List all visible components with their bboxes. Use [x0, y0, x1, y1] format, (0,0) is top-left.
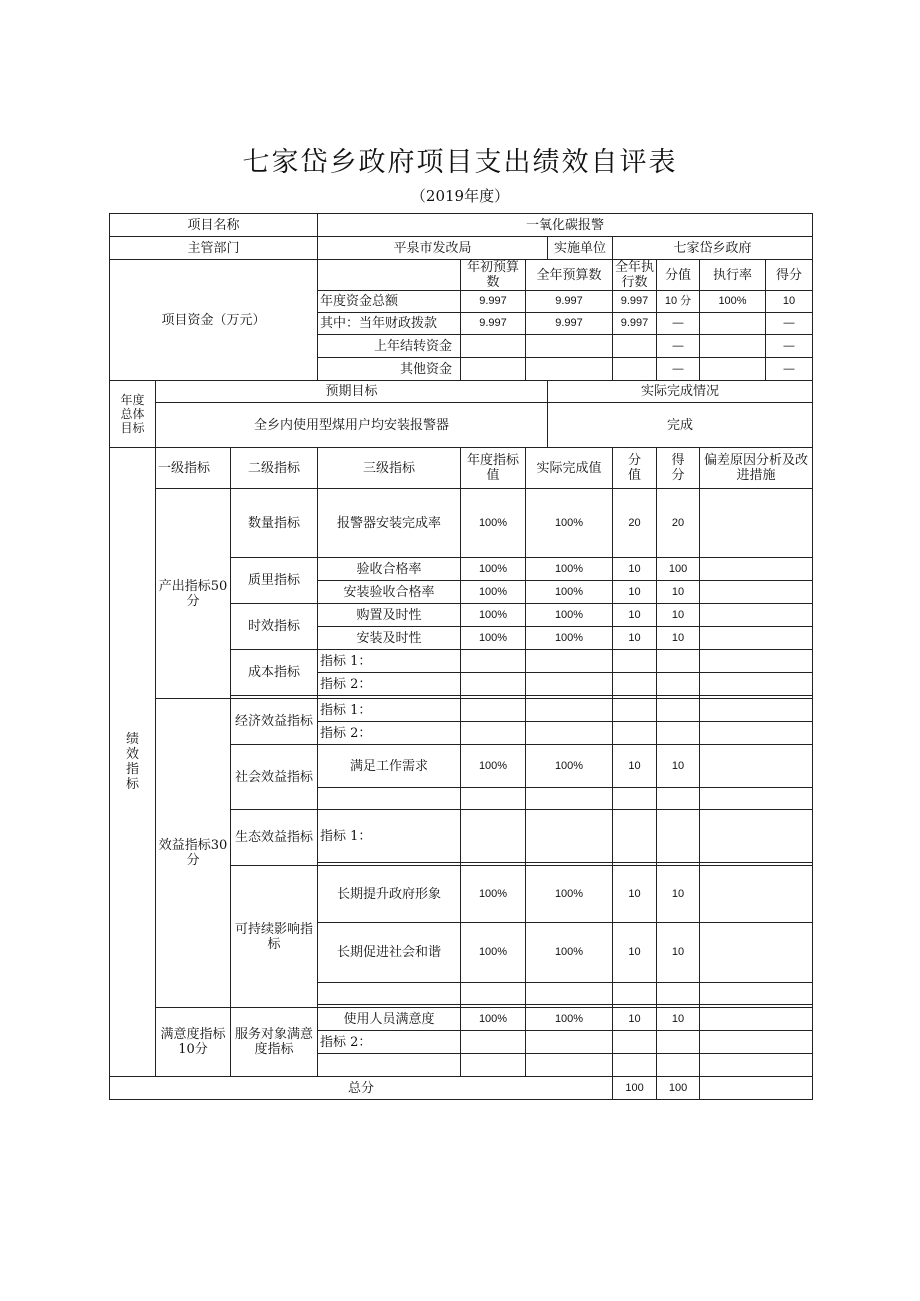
indicator-deviation [700, 923, 813, 983]
fiscal-exec: 9.997 [613, 313, 657, 335]
indicator-actual: 100% [526, 923, 613, 983]
sustainable-impact-indicator: 可持续影响指标 [231, 866, 318, 1008]
indicator-actual: 100% [526, 581, 613, 604]
indicator-value: 10 [613, 745, 657, 788]
page-subtitle: （2019年度） [410, 187, 510, 205]
header-score-value: 分值 [657, 260, 700, 291]
indicator-name: 安装及时性 [318, 627, 461, 650]
ecological-benefit-indicator: 生态效益指标 [231, 810, 318, 866]
service-satisfaction-indicator: 服务对象满意度指标 [231, 1008, 318, 1077]
header-exec-rate: 执行率 [700, 260, 766, 291]
indicator-target: 100% [461, 866, 526, 923]
indicator-target: 100% [461, 581, 526, 604]
economic-indicator-1: 指标 1： [318, 699, 461, 722]
benefit-indicators-label: 效益指标30分 [156, 699, 231, 1008]
indicator-deviation [700, 581, 813, 604]
fiscal-begin: 9.997 [461, 313, 526, 335]
performance-label: 绩效指标 [110, 448, 156, 1077]
header-score: 得分 [766, 260, 813, 291]
expected-goal-text: 全乡内使用型煤用户均安装报警器 [156, 403, 548, 448]
indicator-score: 10 [657, 604, 700, 627]
indicator-target: 100% [461, 558, 526, 581]
indicator-actual: 100% [526, 627, 613, 650]
header-score-2: 得分 [657, 448, 700, 489]
satisfaction-indicators-label: 满意度指标10分 [156, 1008, 231, 1077]
header-full-exec: 全年执行数 [613, 260, 657, 291]
implementer-value: 七家岱乡政府 [613, 237, 813, 260]
indicator-target: 100% [461, 627, 526, 650]
ecological-indicator-1: 指标 1： [318, 810, 461, 863]
indicator-score: 10 [657, 1008, 700, 1031]
other-full [526, 358, 613, 381]
indicator-value: 20 [613, 489, 657, 558]
indicator-actual: 100% [526, 558, 613, 581]
indicator-name: 安装验收合格率 [318, 581, 461, 604]
header-level1: 一级指标 [156, 448, 231, 489]
department-value: 平泉市发改局 [318, 237, 548, 260]
carryover-rate [700, 335, 766, 358]
header-score-value-2: 分值 [613, 448, 657, 489]
header-begin-budget: 年初预算数 [461, 260, 526, 291]
header-level3: 三级指标 [318, 448, 461, 489]
fiscal-full: 9.997 [526, 313, 613, 335]
quality-indicator: 质里指标 [231, 558, 318, 604]
overall-goal-label: 年度总体目标 [110, 381, 156, 448]
indicator-value: 10 [613, 604, 657, 627]
fiscal-label: 其中：当年财政拨款 [318, 313, 461, 335]
indicator-name: 报警器安装完成率 [318, 489, 461, 558]
indicator-actual: 100% [526, 489, 613, 558]
total-value: 100 [613, 1077, 657, 1100]
carryover-begin [461, 335, 526, 358]
indicator-score: 10 [657, 581, 700, 604]
other-score: — [766, 358, 813, 381]
indicator-deviation [700, 627, 813, 650]
actual-result-label: 实际完成情况 [548, 381, 813, 403]
indicator-score: 10 [657, 866, 700, 923]
indicator-value: 10 [613, 866, 657, 923]
economic-indicator-2: 指标 2： [318, 722, 461, 745]
funds-blank-header [318, 260, 461, 291]
other-funds-label: 其他资金 [318, 358, 461, 381]
cost-indicator-2: 指标 2： [318, 673, 461, 696]
indicator-score: 10 [657, 923, 700, 983]
indicator-score: 10 [657, 745, 700, 788]
indicator-deviation [700, 866, 813, 923]
indicator-value: 10 [613, 1008, 657, 1031]
indicator-target: 100% [461, 923, 526, 983]
department-label: 主管部门 [110, 237, 318, 260]
annual-exec: 9.997 [613, 291, 657, 313]
indicator-target: 100% [461, 489, 526, 558]
cost-indicator-1: 指标 1： [318, 650, 461, 673]
indicator-actual: 100% [526, 1008, 613, 1031]
total-deviation [700, 1077, 813, 1100]
satisfaction-indicator-2: 指标 2： [318, 1031, 461, 1054]
other-rate [700, 358, 766, 381]
indicator-score: 10 [657, 627, 700, 650]
indicator-target: 100% [461, 604, 526, 627]
project-name-label: 项目名称 [110, 214, 318, 237]
indicator-score: 20 [657, 489, 700, 558]
indicator-name: 购置及时性 [318, 604, 461, 627]
carryover-exec [613, 335, 657, 358]
implementer-label: 实施单位 [548, 237, 613, 260]
indicator-deviation [700, 489, 813, 558]
header-level2: 二级指标 [231, 448, 318, 489]
indicator-deviation [700, 1008, 813, 1031]
other-exec [613, 358, 657, 381]
indicator-value: 10 [613, 627, 657, 650]
indicator-deviation [700, 604, 813, 627]
page-title: 七家岱乡政府项目支出绩效自评表 [242, 147, 678, 178]
annual-score-value: 10 分 [657, 291, 700, 313]
header-annual-target: 年度指标值 [461, 448, 526, 489]
indicator-actual: 100% [526, 866, 613, 923]
header-actual-value: 实际完成值 [526, 448, 613, 489]
annual-rate: 100% [700, 291, 766, 313]
indicator-value: 10 [613, 923, 657, 983]
indicator-name: 验收合格率 [318, 558, 461, 581]
actual-result-text: 完成 [548, 403, 813, 448]
carryover-label: 上年结转资金 [318, 335, 461, 358]
fiscal-score-value: — [657, 313, 700, 335]
indicator-score: 100 [657, 558, 700, 581]
indicator-actual: 100% [526, 604, 613, 627]
header-full-budget: 全年预算数 [526, 260, 613, 291]
cost-indicator: 成本指标 [231, 650, 318, 696]
other-begin [461, 358, 526, 381]
annual-full: 9.997 [526, 291, 613, 313]
funds-label: 项目资金（万元） [110, 260, 318, 381]
indicator-target: 100% [461, 745, 526, 788]
fiscal-rate [700, 313, 766, 335]
indicator-target: 100% [461, 1008, 526, 1031]
economic-benefit-indicator: 经济效益指标 [231, 699, 318, 745]
indicator-actual: 100% [526, 745, 613, 788]
indicator-value: 10 [613, 581, 657, 604]
timeliness-indicator: 时效指标 [231, 604, 318, 650]
indicator-deviation [700, 745, 813, 788]
evaluation-table [109, 213, 813, 1100]
fiscal-score: — [766, 313, 813, 335]
carryover-score-value: — [657, 335, 700, 358]
carryover-full [526, 335, 613, 358]
annual-total-label: 年度资金总额 [318, 291, 461, 313]
quantity-indicator: 数量指标 [231, 489, 318, 558]
output-indicators-label: 产出指标50分 [156, 489, 231, 699]
total-label: 总分 [110, 1077, 613, 1100]
annual-score: 10 [766, 291, 813, 313]
indicator-name: 长期提升政府形象 [318, 866, 461, 923]
indicator-deviation [700, 558, 813, 581]
other-score-value: — [657, 358, 700, 381]
indicator-name: 满足工作需求 [318, 745, 461, 788]
carryover-score: — [766, 335, 813, 358]
header-deviation: 偏差原因分析及改进措施 [700, 448, 813, 489]
annual-begin: 9.997 [461, 291, 526, 313]
expected-goal-label: 预期目标 [156, 381, 548, 403]
indicator-value: 10 [613, 558, 657, 581]
indicator-name: 使用人员满意度 [318, 1008, 461, 1031]
total-score: 100 [657, 1077, 700, 1100]
project-name-value: 一氧化碳报警 [318, 214, 813, 237]
social-benefit-indicator: 社会效益指标 [231, 745, 318, 810]
indicator-name: 长期促进社会和谐 [318, 923, 461, 983]
